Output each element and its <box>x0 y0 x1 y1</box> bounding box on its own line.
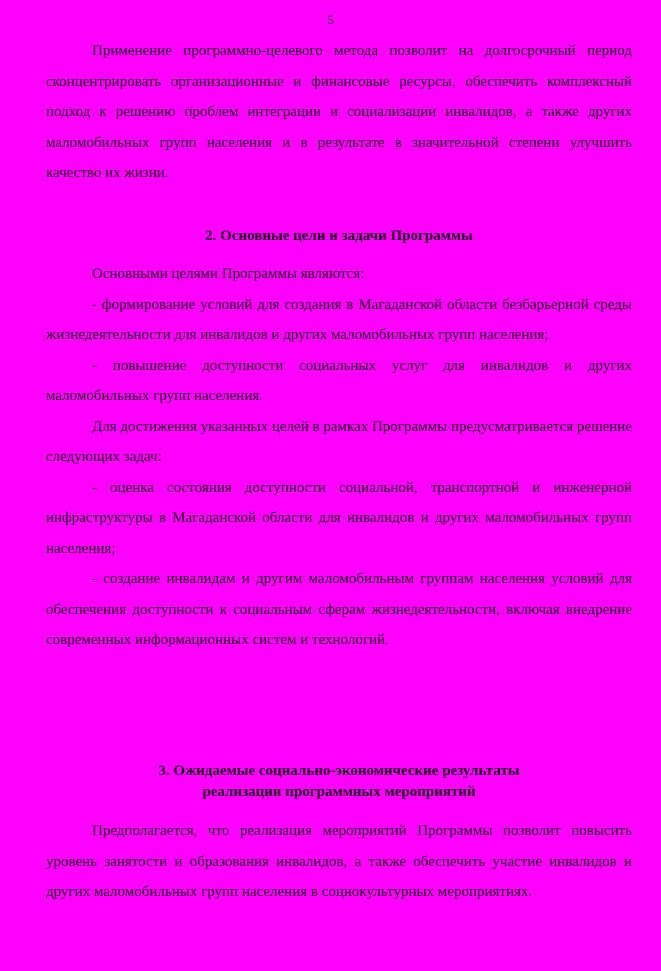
section-3-heading-line-1: 3. Ожидаемые социально-экономические результаты <box>158 763 520 779</box>
section-3-body <box>46 816 632 908</box>
section-3 <box>46 761 632 803</box>
goals-intro: Основными целями Программы являются: <box>92 266 365 282</box>
section-3-paragraph: Предполагается, что реализация мероприятий Программы позволит повысить уровень занятости и образования инвалидов, а также обеспечить участие инвалидов и других маломобильных групп населения в социокультурных мероприятиях. <box>46 823 632 900</box>
page-number: 5 <box>327 12 334 27</box>
tasks-intro: Для достижения указанных целей в рамках Программы предусматривается решение следующих задач: <box>46 418 632 465</box>
intro-section <box>46 36 632 189</box>
intro-paragraph: Применение программно-целевого метода позволит на долгосрочный период сконцентрировать организационные и финансовые ресурсы, обеспечить комплексный подход к решению проблем интеграции и социализации инвалидов, а также других маломобильных групп населения и в результате в значительной степени улучшить качество их жизни. <box>46 43 632 181</box>
task-item-2: - создание инвалидам и другим маломобильным группам населения условий для обеспечения доступности к социальным сферам жизнедеятельности, включая внедрение современных информационных систем и технологий. <box>46 571 632 648</box>
task-item-1: - оценка состояния доступности социальной, транспортной и инженерной инфраструктуры в Магаданской области для инвалидов и других маломобильных групп населения; <box>46 479 632 557</box>
section-2-body <box>46 259 632 656</box>
section-2 <box>46 226 632 247</box>
goal-item-1: - формирование условий для создания в Магаданской области безбарьерной среды жизнедеятельности для инвалидов и других маломобильных групп населения; <box>46 296 632 343</box>
section-2-heading: 2. Основные цели и задачи Программы <box>205 228 473 244</box>
goal-item-2: - повышение доступности социальных услуг для инвалидов и других маломобильных групп населения. <box>46 357 632 404</box>
section-3-heading-line-2: реализации программных мероприятий <box>202 784 476 800</box>
